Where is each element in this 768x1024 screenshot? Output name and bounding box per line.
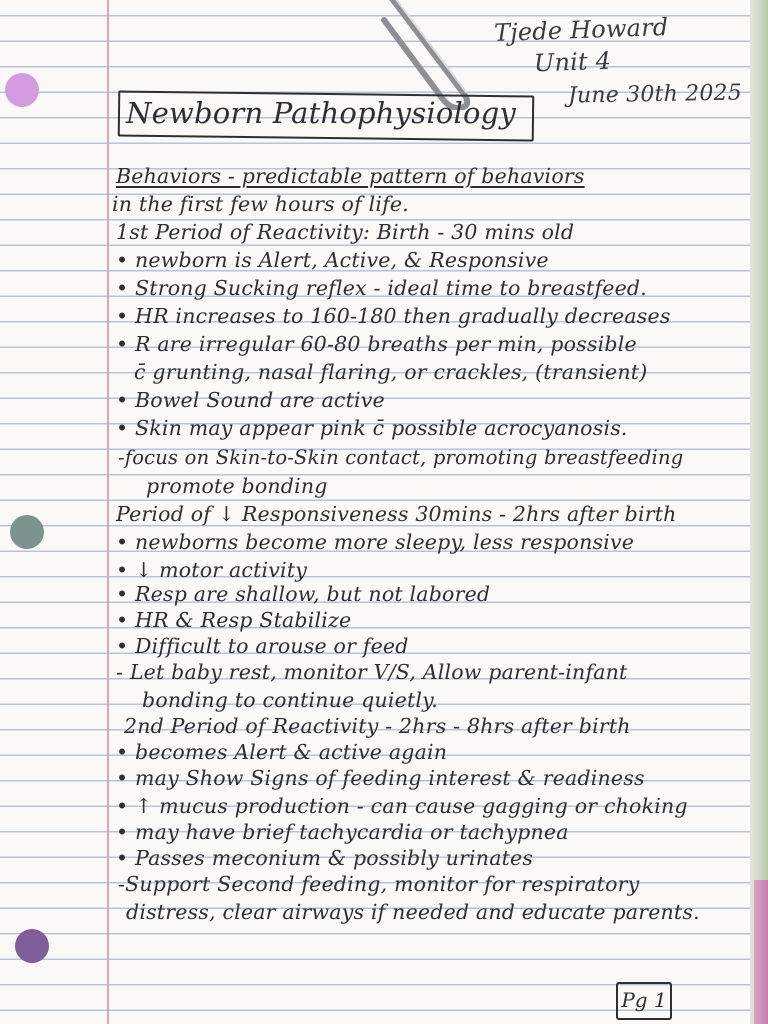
page-title: Newborn Pathophysiology: [126, 96, 516, 130]
note-bullet: • newborns become more sleepy, less responsive: [116, 530, 635, 554]
note-action: -Support Second feeding, monitor for respiratory: [118, 872, 640, 896]
note-bullet: • HR increases to 160-180 then gradually decreases: [116, 304, 671, 328]
note-bullet: • HR & Resp Stabilize: [116, 608, 352, 632]
note-heading: 2nd Period of Reactivity - 2hrs - 8hrs after birth: [124, 714, 631, 738]
binder-hole-middle: [10, 515, 44, 549]
note-line: promote bonding: [146, 474, 328, 498]
note-line: bonding to continue quietly.: [142, 688, 438, 712]
note-bullet: • becomes Alert & active again: [116, 740, 448, 764]
note-bullet: • R are irregular 60-80 breaths per min, possible: [116, 332, 637, 356]
note-line: in the first few hours of life.: [112, 192, 409, 216]
date-label: June 30th 2025: [567, 80, 743, 109]
note-bullet: • may Show Signs of feeding interest & readiness: [116, 766, 645, 790]
page-edge-right: [750, 0, 768, 1024]
unit-label: Unit 4: [533, 46, 612, 78]
note-heading: Period of ↓ Responsiveness 30mins - 2hrs after birth: [116, 502, 677, 526]
note-bullet: • Skin may appear pink c̄ possible acrocyanosis.: [116, 416, 628, 440]
note-bullet: • Bowel Sound are active: [116, 388, 385, 412]
margin-line: [107, 0, 109, 1024]
note-bullet: • Strong Sucking reflex - ideal time to breastfeed.: [116, 276, 647, 300]
note-line: Behaviors - predictable pattern of behaviors: [116, 164, 585, 188]
page-edge-pink: [754, 880, 768, 1024]
note-action: - Let baby rest, monitor V/S, Allow parent-infant: [116, 660, 628, 684]
note-bullet: • may have brief tachycardia or tachypnea: [116, 820, 569, 844]
binder-hole-top: [5, 73, 39, 107]
note-heading: 1st Period of Reactivity: Birth - 30 mins old: [116, 220, 575, 244]
note-line: c̄ grunting, nasal flaring, or crackles, (transient): [134, 360, 648, 384]
author-name: Tjede Howard: [493, 12, 669, 48]
note-bullet: • Difficult to arouse or feed: [116, 634, 409, 658]
note-action: -focus on Skin-to-Skin contact, promoting breastfeeding: [118, 446, 684, 469]
note-bullet: • Resp are shallow, but not labored: [116, 582, 491, 606]
note-bullet: • ↓ motor activity: [116, 558, 308, 582]
note-bullet: • Passes meconium & possibly urinates: [116, 846, 534, 870]
binder-hole-bottom: [15, 929, 49, 963]
note-bullet: • newborn is Alert, Active, & Responsive: [116, 248, 549, 272]
page-number: Pg 1: [616, 982, 672, 1020]
note-line: distress, clear airways if needed and educate parents.: [126, 900, 700, 924]
note-bullet: • ↑ mucus production - can cause gagging or choking: [116, 794, 688, 818]
